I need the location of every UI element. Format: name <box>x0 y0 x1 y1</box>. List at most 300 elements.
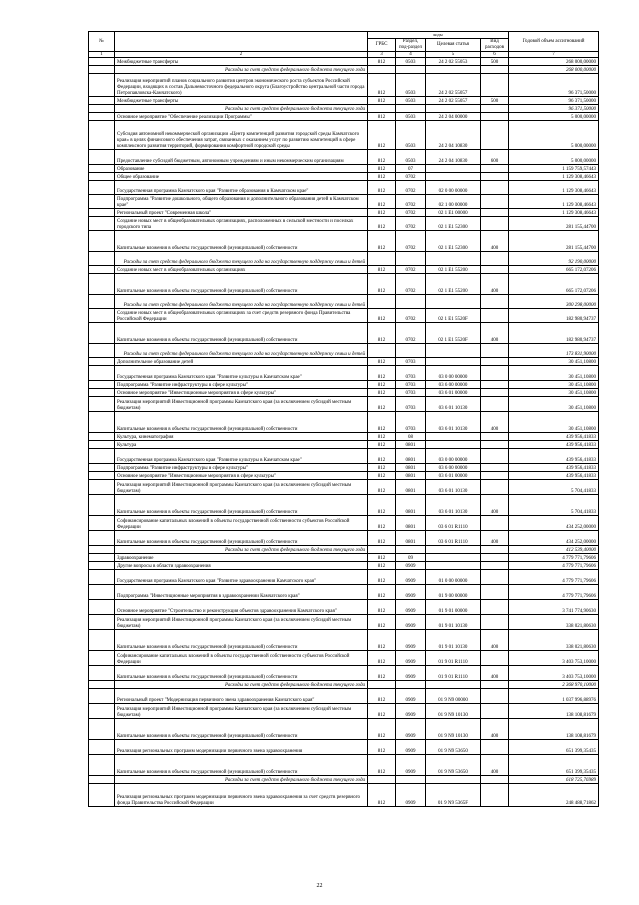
cell-sum: 5 704,41833 <box>509 495 599 516</box>
cell-num <box>89 295 115 309</box>
cell-csr <box>426 252 481 266</box>
cell-grbs: 812 <box>368 449 396 464</box>
cell-csr: 03 6 01 10130 <box>426 495 481 516</box>
cell-num <box>89 449 115 464</box>
cell-csr: 01 9 00 00000 <box>426 585 481 600</box>
col-number-1: 1 <box>89 51 115 58</box>
cell-csr: 03 6 01 R1110 <box>426 531 481 546</box>
table-row <box>89 480 599 495</box>
cell-num <box>89 689 115 704</box>
cell-name: Культура <box>115 441 368 449</box>
cell-sum: 300 298,00000 <box>509 295 599 309</box>
col-number-6: 6 <box>481 51 509 58</box>
cell-vr <box>481 651 509 666</box>
cell-sum: 30 451,10800 <box>509 389 599 397</box>
cell-sum: 4 779 771,79606 <box>509 570 599 585</box>
cell-grbs: 812 <box>368 651 396 666</box>
cell-razdel: 08 <box>396 433 426 441</box>
header-razdel: Раздел, под-раздел <box>396 38 426 51</box>
cell-csr: 01 9 N9 53650 <box>426 755 481 776</box>
cell-grbs: 812 <box>368 719 396 740</box>
cell-grbs: 812 <box>368 531 396 546</box>
cell-razdel: 0703 <box>396 389 426 397</box>
cell-grbs: 812 <box>368 784 396 807</box>
cell-num <box>89 554 115 562</box>
cell-sum: 4 779 771,79606 <box>509 554 599 562</box>
cell-csr <box>426 433 481 441</box>
cell-razdel: 0702 <box>396 209 426 217</box>
cell-num <box>89 195 115 209</box>
cell-grbs: 812 <box>368 397 396 412</box>
cell-razdel: 0703 <box>396 366 426 381</box>
cell-csr: 02 1 E1 00000 <box>426 209 481 217</box>
cell-grbs: 812 <box>368 113 396 121</box>
cell-grbs <box>368 105 396 113</box>
table-row <box>89 412 599 433</box>
cell-num <box>89 755 115 776</box>
table-row <box>89 689 599 704</box>
cell-razdel: 0909 <box>396 585 426 600</box>
cell-csr <box>426 681 481 689</box>
cell-name: Региональный проект "Модернизация первичного звена здравоохранения Камчатского края" <box>115 689 368 704</box>
cell-sum: 1 037 996,88976 <box>509 689 599 704</box>
cell-sum: 4 779 771,79606 <box>509 562 599 570</box>
cell-csr: 24 2 02 55057 <box>426 97 481 105</box>
cell-razdel: 0703 <box>396 381 426 389</box>
budget-table-body <box>89 58 599 807</box>
cell-razdel: 0503 <box>396 97 426 105</box>
cell-csr <box>426 66 481 74</box>
cell-vr: 400 <box>481 274 509 295</box>
cell-razdel: 0503 <box>396 121 426 150</box>
cell-csr <box>426 776 481 784</box>
cell-vr: 400 <box>481 755 509 776</box>
cell-num <box>89 181 115 195</box>
cell-grbs: 812 <box>368 495 396 516</box>
cell-razdel: 0801 <box>396 449 426 464</box>
cell-razdel: 0702 <box>396 266 426 274</box>
table-row <box>89 309 599 323</box>
cell-grbs: 812 <box>368 97 396 105</box>
cell-sum: 138 108,81679 <box>509 704 599 719</box>
cell-sum: 30 451,10800 <box>509 397 599 412</box>
cell-name: Дополнительное образование детей <box>115 358 368 366</box>
note-row <box>89 344 599 358</box>
header-row-numbers <box>89 51 599 58</box>
cell-name: Основное мероприятие "Обеспечение реализации Программы" <box>115 113 368 121</box>
cell-razdel: 0702 <box>396 274 426 295</box>
cell-sum: 439 956,41833 <box>509 433 599 441</box>
cell-num <box>89 585 115 600</box>
cell-csr: 24 2 04 10830 <box>426 121 481 150</box>
cell-grbs: 812 <box>368 309 396 323</box>
cell-sum: 5 000,00000 <box>509 121 599 150</box>
cell-razdel: 0503 <box>396 74 426 97</box>
cell-grbs: 812 <box>368 121 396 150</box>
cell-csr: 01 9 N9 53650 <box>426 740 481 755</box>
cell-note: Расходы за счет средств федерального бюджета текущего года <box>115 681 368 689</box>
note-row <box>89 105 599 113</box>
cell-name: Предоставление субсидий бюджетным, автономным учреждениям и иным некоммерческим организациям <box>115 150 368 165</box>
cell-name: Капитальные вложения в объекты государственной (муниципальной) собственности <box>115 412 368 433</box>
cell-grbs: 812 <box>368 666 396 681</box>
cell-grbs: 812 <box>368 150 396 165</box>
cell-sum: 338 021,80630 <box>509 615 599 630</box>
cell-sum: 173 831,90000 <box>509 344 599 358</box>
table-row <box>89 195 599 209</box>
cell-razdel: 0909 <box>396 562 426 570</box>
cell-vr <box>481 441 509 449</box>
cell-razdel: 0909 <box>396 651 426 666</box>
cell-vr <box>481 295 509 309</box>
cell-csr: 24 2 02 55053 <box>426 58 481 66</box>
cell-grbs: 812 <box>368 689 396 704</box>
cell-name: Основное мероприятие "Строительство и реконструкция объектов здравоохранения Камчатского края" <box>115 600 368 615</box>
cell-vr <box>481 776 509 784</box>
cell-csr: 03 6 01 00000 <box>426 472 481 480</box>
cell-sum: 2 368 970,10000 <box>509 681 599 689</box>
cell-vr <box>481 266 509 274</box>
cell-sum: 268 000,00000 <box>509 66 599 74</box>
cell-sum: 92 190,00000 <box>509 252 599 266</box>
cell-razdel: 0909 <box>396 784 426 807</box>
cell-grbs: 812 <box>368 389 396 397</box>
table-row <box>89 615 599 630</box>
cell-num <box>89 366 115 381</box>
cell-vr <box>481 600 509 615</box>
cell-num <box>89 231 115 252</box>
cell-csr: 01 9 N9 10130 <box>426 704 481 719</box>
cell-sum: 182 980,94737 <box>509 323 599 344</box>
cell-razdel <box>396 344 426 358</box>
cell-vr <box>481 562 509 570</box>
cell-vr <box>481 480 509 495</box>
cell-num <box>89 719 115 740</box>
cell-sum: 439 956,41833 <box>509 472 599 480</box>
note-row <box>89 776 599 784</box>
cell-csr: 01 9 N9 00000 <box>426 689 481 704</box>
cell-num <box>89 666 115 681</box>
cell-razdel: 0909 <box>396 615 426 630</box>
cell-grbs <box>368 546 396 554</box>
cell-num <box>89 309 115 323</box>
cell-razdel: 0801 <box>396 480 426 495</box>
cell-csr: 01 9 N9 5365F <box>426 784 481 807</box>
table-row <box>89 740 599 755</box>
cell-csr <box>426 358 481 366</box>
cell-name: Подпрограмма "Развитие дошкольного, общего образования и дополнительного образования детей в Камчатском крае" <box>115 195 368 209</box>
header-codes: коды <box>368 32 509 39</box>
cell-razdel <box>396 681 426 689</box>
cell-name: Капитальные вложения в объекты государственной (муниципальной) собственности <box>115 630 368 651</box>
table-row <box>89 630 599 651</box>
cell-num <box>89 97 115 105</box>
cell-csr: 02 1 E1 5520F <box>426 309 481 323</box>
cell-razdel: 07 <box>396 165 426 173</box>
cell-vr <box>481 74 509 97</box>
table-row <box>89 433 599 441</box>
cell-vr <box>481 615 509 630</box>
cell-name: Капитальные вложения в объекты государственной (муниципальной) собственности <box>115 666 368 681</box>
note-row <box>89 546 599 554</box>
cell-vr <box>481 449 509 464</box>
cell-csr: 03 6 00 00000 <box>426 381 481 389</box>
table-row <box>89 173 599 181</box>
table-row <box>89 464 599 472</box>
cell-name: Капитальные вложения в объекты государственной (муниципальной) собственности <box>115 531 368 546</box>
cell-razdel: 0909 <box>396 600 426 615</box>
cell-sum: 96 371,50000 <box>509 74 599 97</box>
cell-num <box>89 397 115 412</box>
cell-vr <box>481 309 509 323</box>
note-row <box>89 66 599 74</box>
cell-vr <box>481 252 509 266</box>
cell-num <box>89 704 115 719</box>
cell-grbs: 812 <box>368 600 396 615</box>
cell-sum: 1 129 308,46643 <box>509 173 599 181</box>
cell-sum: 30 451,10800 <box>509 412 599 433</box>
cell-grbs: 812 <box>368 630 396 651</box>
table-row <box>89 274 599 295</box>
cell-num <box>89 630 115 651</box>
cell-name: Капитальные вложения в объекты государственной (муниципальной) собственности <box>115 274 368 295</box>
cell-grbs: 812 <box>368 173 396 181</box>
cell-sum: 651 399,35435 <box>509 755 599 776</box>
table-row <box>89 755 599 776</box>
cell-name: Софинансирование капитальных вложений в объекты государственной собственности субъектов Российской Федерации <box>115 651 368 666</box>
cell-sum: 1 129 308,46643 <box>509 209 599 217</box>
table-row <box>89 600 599 615</box>
cell-grbs: 812 <box>368 554 396 562</box>
cell-csr: 03 6 01 10130 <box>426 480 481 495</box>
cell-sum: 30 451,10800 <box>509 366 599 381</box>
table-row <box>89 266 599 274</box>
cell-grbs: 812 <box>368 74 396 97</box>
cell-razdel: 0801 <box>396 464 426 472</box>
col-number-2: 2 <box>115 51 368 58</box>
table-row <box>89 562 599 570</box>
cell-note: Расходы за счет средств федерального бюджета текущего года на государственную поддержку семьи и детей <box>115 295 368 309</box>
header-name <box>115 32 368 52</box>
cell-vr: 400 <box>481 412 509 433</box>
cell-num <box>89 381 115 389</box>
cell-razdel: 0702 <box>396 231 426 252</box>
budget-table <box>88 31 599 807</box>
cell-csr: 03 6 01 10130 <box>426 397 481 412</box>
cell-num <box>89 66 115 74</box>
cell-name: Реализация региональных программ модернизации первичного звена здравоохранения за счет средств резервного фонда Правительства Российской Федерации <box>115 784 368 807</box>
cell-razdel: 0909 <box>396 704 426 719</box>
cell-num <box>89 441 115 449</box>
cell-vr <box>481 389 509 397</box>
cell-grbs: 812 <box>368 195 396 209</box>
cell-csr: 03 0 00 00000 <box>426 366 481 381</box>
cell-sum: 4 779 771,79606 <box>509 585 599 600</box>
cell-num <box>89 165 115 173</box>
cell-vr: 500 <box>481 97 509 105</box>
cell-vr <box>481 464 509 472</box>
cell-grbs <box>368 252 396 266</box>
cell-grbs: 812 <box>368 585 396 600</box>
cell-csr: 02 1 E1 5520F <box>426 323 481 344</box>
cell-num <box>89 784 115 807</box>
cell-razdel: 0909 <box>396 630 426 651</box>
cell-sum: 182 980,94737 <box>509 309 599 323</box>
cell-note: Расходы за счет средств федерального бюджета текущего года <box>115 546 368 554</box>
cell-vr: 500 <box>481 58 509 66</box>
cell-vr <box>481 105 509 113</box>
cell-csr: 03 6 01 R1110 <box>426 516 481 531</box>
cell-vr <box>481 704 509 719</box>
cell-razdel: 0801 <box>396 441 426 449</box>
cell-num <box>89 562 115 570</box>
cell-name: Образование <box>115 165 368 173</box>
note-row <box>89 295 599 309</box>
cell-sum: 281 155,44700 <box>509 231 599 252</box>
cell-grbs: 812 <box>368 441 396 449</box>
cell-num <box>89 546 115 554</box>
cell-grbs: 812 <box>368 704 396 719</box>
cell-sum: 439 956,41833 <box>509 441 599 449</box>
cell-csr <box>426 562 481 570</box>
cell-razdel: 0702 <box>396 181 426 195</box>
cell-note: Расходы за счет средств федерального бюджета текущего года на государственную поддержку семьи и детей <box>115 344 368 358</box>
table-row <box>89 323 599 344</box>
cell-csr: 01 9 01 00000 <box>426 600 481 615</box>
cell-sum: 434 252,00000 <box>509 531 599 546</box>
table-row <box>89 651 599 666</box>
table-row <box>89 472 599 480</box>
cell-num <box>89 480 115 495</box>
cell-csr: 01 9 01 R1110 <box>426 666 481 681</box>
cell-razdel <box>396 66 426 74</box>
cell-note: Расходы за счет средств федерального бюджета текущего года <box>115 776 368 784</box>
cell-num <box>89 531 115 546</box>
cell-razdel: 0909 <box>396 570 426 585</box>
cell-sum: 5 704,41833 <box>509 480 599 495</box>
cell-vr <box>481 381 509 389</box>
cell-num <box>89 472 115 480</box>
cell-sum: 96 371,50000 <box>509 105 599 113</box>
cell-sum: 412 539,40000 <box>509 546 599 554</box>
header-sum: Годовой объем ассигнований <box>509 32 599 52</box>
cell-razdel <box>396 546 426 554</box>
cell-razdel: 0801 <box>396 516 426 531</box>
cell-csr: 01 0 00 00000 <box>426 570 481 585</box>
cell-num <box>89 121 115 150</box>
cell-razdel: 0702 <box>396 217 426 231</box>
cell-razdel: 0801 <box>396 472 426 480</box>
cell-name: Создание новых мест в общеобразовательных организациях <box>115 266 368 274</box>
cell-num <box>89 651 115 666</box>
cell-name: Капитальные вложения в объекты государственной (муниципальной) собственности <box>115 755 368 776</box>
cell-csr: 02 1 E1 55200 <box>426 274 481 295</box>
cell-grbs: 812 <box>368 433 396 441</box>
cell-grbs: 812 <box>368 323 396 344</box>
cell-name: Государственная программа Камчатского края "Развитие здравоохранения Камчатского края" <box>115 570 368 585</box>
cell-name: Подпрограмма "Инвестиционные мероприятия в здравоохранении Камчатского края" <box>115 585 368 600</box>
cell-csr: 01 9 01 R1110 <box>426 651 481 666</box>
note-row <box>89 252 599 266</box>
cell-name: Создание новых мест в общеобразовательных организациях за счет средств резервного фонда Правительства Российской Федерации <box>115 309 368 323</box>
cell-name: Подпрограмма "Развитие инфраструктуры в сфере культуры" <box>115 464 368 472</box>
cell-vr <box>481 397 509 412</box>
cell-vr: 400 <box>481 719 509 740</box>
cell-csr: 24 2 02 55057 <box>426 74 481 97</box>
header-vr: Вид расходов <box>481 38 509 51</box>
cell-vr: 400 <box>481 531 509 546</box>
cell-note: Расходы за счет средств федерального бюджета текущего года <box>115 105 368 113</box>
cell-grbs: 812 <box>368 209 396 217</box>
cell-sum: 665 172,07206 <box>509 266 599 274</box>
cell-num <box>89 412 115 433</box>
cell-num <box>89 173 115 181</box>
table-row <box>89 113 599 121</box>
cell-razdel: 0703 <box>396 358 426 366</box>
table-row <box>89 358 599 366</box>
cell-vr <box>481 554 509 562</box>
cell-num <box>89 464 115 472</box>
cell-vr <box>481 113 509 121</box>
cell-sum: 1 129 308,46643 <box>509 181 599 195</box>
cell-name: Региональный проект "Современная школа" <box>115 209 368 217</box>
cell-vr <box>481 217 509 231</box>
header-num: № <box>89 32 115 52</box>
cell-name: Создание новых мест в общеобразовательных организациях, расположенных в сельской местности и поселках городского типа <box>115 217 368 231</box>
cell-num <box>89 58 115 66</box>
cell-csr: 03 6 01 10130 <box>426 412 481 433</box>
cell-razdel: 0503 <box>396 113 426 121</box>
cell-name: Капитальные вложения в объекты государственной (муниципальной) собственности <box>115 719 368 740</box>
cell-grbs: 812 <box>368 516 396 531</box>
cell-name: Культура, кинематография <box>115 433 368 441</box>
cell-razdel: 0801 <box>396 531 426 546</box>
cell-name: Другие вопросы в области здравоохранения <box>115 562 368 570</box>
table-row <box>89 97 599 105</box>
cell-vr <box>481 344 509 358</box>
cell-name: Реализация мероприятий планов социального развития центров экономического роста субъектов Российской Федерации, входящих в состав Дальневосточного федерального округа (Благоустройство центральной части города Петропавловска-Камчатского) <box>115 74 368 97</box>
cell-grbs: 812 <box>368 366 396 381</box>
cell-csr: 01 9 01 10130 <box>426 630 481 651</box>
table-row <box>89 449 599 464</box>
cell-razdel: 0909 <box>396 666 426 681</box>
cell-vr <box>481 195 509 209</box>
cell-razdel: 0503 <box>396 150 426 165</box>
cell-sum: 268 000,00000 <box>509 58 599 66</box>
cell-razdel: 0909 <box>396 689 426 704</box>
cell-sum: 30 451,10800 <box>509 358 599 366</box>
cell-num <box>89 776 115 784</box>
cell-razdel: 0703 <box>396 412 426 433</box>
cell-name: Капитальные вложения в объекты государственной (муниципальной) собственности <box>115 495 368 516</box>
header-row-top <box>89 32 599 39</box>
cell-vr: 400 <box>481 630 509 651</box>
table-row <box>89 150 599 165</box>
cell-grbs: 812 <box>368 58 396 66</box>
cell-razdel: 0503 <box>396 58 426 66</box>
cell-name: Подпрограмма "Развитие инфраструктуры в сфере культуры" <box>115 381 368 389</box>
cell-grbs: 812 <box>368 381 396 389</box>
cell-num <box>89 570 115 585</box>
cell-razdel <box>396 776 426 784</box>
cell-name: Межбюджетные трансферты <box>115 58 368 66</box>
cell-vr <box>481 165 509 173</box>
table-row <box>89 181 599 195</box>
cell-grbs: 812 <box>368 358 396 366</box>
cell-grbs <box>368 776 396 784</box>
cell-vr <box>481 358 509 366</box>
cell-csr <box>426 105 481 113</box>
